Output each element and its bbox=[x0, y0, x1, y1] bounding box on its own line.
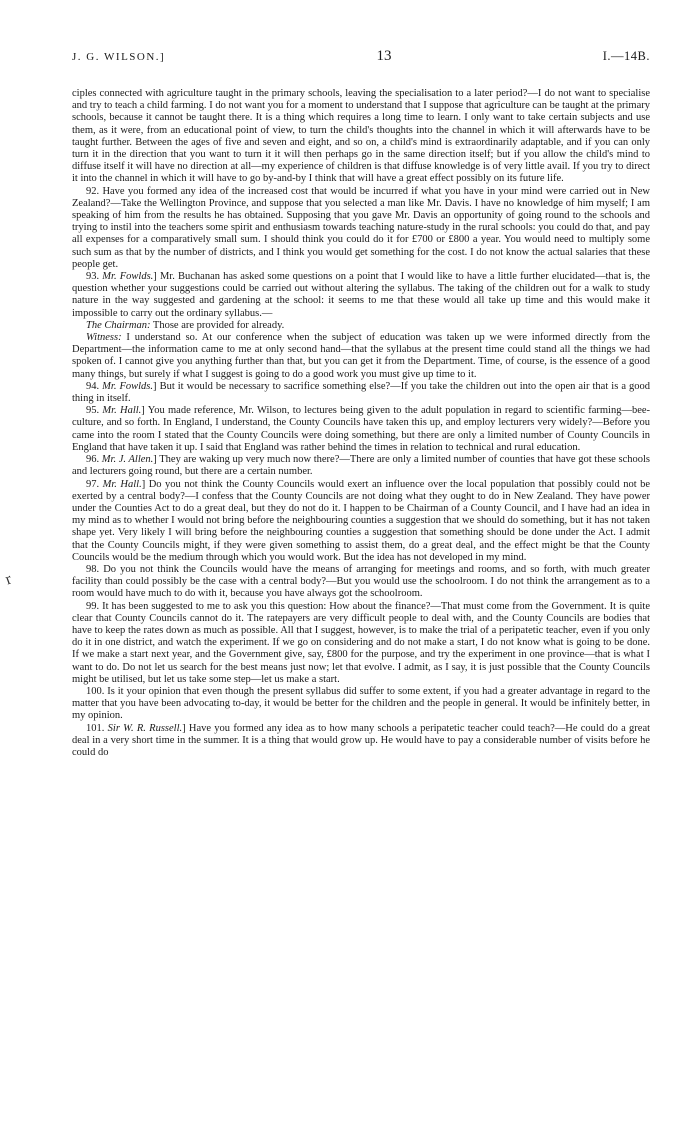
header-witness-name: J. G. WILSON.] bbox=[72, 51, 166, 63]
paragraph-chairman: The Chairman: Those are provided for already. bbox=[86, 319, 285, 331]
speaker-name: Mr. J. Allen. bbox=[101, 454, 154, 466]
question-number: 99. bbox=[86, 600, 100, 612]
page-number: 13 bbox=[376, 48, 392, 64]
question-number: 100. bbox=[86, 685, 105, 697]
document-page bbox=[72, 48, 650, 759]
speaker-name: Mr. Hall. bbox=[102, 478, 142, 490]
paragraph-q97: 97. Mr. Hall.] Do you not think the County Councils would exert an influence over the local population that possibly could not be exerted by a central body?—I confess that the County Councils are not doing what they ought to do in New Zealand. They have power under the Counties Act to do a great deal, but they do not do it. I happen to be Chairman of a County Council, and I have had an idea in my mind as to whether I would not bring before the neighbouring counties a suggestion that we should do something, but it has not taken shape yet. Very likely I will bring before the neighbouring counties a suggestion that something should be done under the Act. I admit that the County Councils might, if they were given something to assist them, do a great deal, and the effect might be that the County Councils would be the medium through which you would work. But the idea has not developed in my mind. bbox=[72, 478, 651, 563]
paragraph-q96: 96. Mr. J. Allen.] They are waking up very much now there?—There are only a limited number of counties that have got these schools and lecturers going round, but there are a certain number. bbox=[72, 454, 651, 478]
paragraph-q93: 93. Mr. Fowlds.] Mr. Buchanan has asked some questions on a point that I would like to have a little further elucidated—that is, the question whether your suggestions could be carried out without altering the syllabus. The taking of the children out for a walk to study nature in the way suggested and gardening at the school: it seems to me that these would all take up time and this would make it impossible to carry out the ordinary syllabus.— bbox=[72, 271, 651, 319]
speaker-name: Mr. Fowlds. bbox=[102, 271, 154, 283]
question-number: 93. bbox=[86, 271, 100, 283]
paragraph-q92: 92. Have you formed any idea of the increased cost that would be incurred if what you have in your mind were carried out in New Zealand?—Take the Wellington Province, and suppose that you selected a man like Mr. Davis. I have no knowledge of him myself; I am speaking of him from the results he has obtained. Supposing that you gave Mr. Davis an opportunity of going round to the schools and trying to instil into the teachers some spirit and enthusiasm towards teaching nature-study in the rural schools: you could do that, and pay all expenses for a comparatively small sum. I should think you could do it for £700 or £800 a year. You would need to multiply some such sum as that by the number of districts, and I think you would get something for the cost. I do not know the actual salaries that these people get. bbox=[72, 185, 651, 270]
page-header bbox=[72, 48, 650, 74]
paragraph-q94: 94. Mr. Fowlds.] But it would be necessary to sacrifice something else?—If you take the children out into the open air that is a good thing in itself. bbox=[72, 380, 651, 405]
margin-mark: r bbox=[3, 570, 14, 589]
speaker-name: Sir W. R. Russell. bbox=[107, 722, 183, 734]
paragraph-continuation: ciples connected with agriculture taught in the primary schools, leaving the specialisation to a later period?—I do not want to specialise and try to teach a child farming. I do not want you for a moment to understand that I suppose that agriculture can be taught at the primary schools, because it cannot be taught there. It is a thing which requires a long time to learn. I only want to take certain subjects and use them, as it were, from an educational point of view, to turn the child's thoughts into the channel in which it will afterwards have to be taught further. Between the ages of five and seven and eight, and so on, a child's mind is extraordinarily adaptable, and if you can only turn it in the direction that you want to turn it it will then perhaps go in the same direction itself; but if you allow the child's mind to diffuse itself it will have no direction at all—my experience of children is that diffuse knowledge is of very little avail. If you try to direct it into the channel in which it will have to go by-and-by I think that will have a great effect possibly on its future life. bbox=[72, 88, 650, 185]
question-number: 98. bbox=[86, 563, 100, 575]
body-text bbox=[72, 88, 650, 759]
speaker-name: Mr. Hall. bbox=[102, 405, 142, 417]
question-number: 92. bbox=[86, 185, 100, 197]
paragraph-q100: 100. Is it your opinion that even though the present syllabus did suffer to some extent, if you had a greater advantage in regard to the matter that you have been advocating to-day, it would be better for the children and the people in general. It would be infinitely better, in my opinion. bbox=[72, 685, 650, 722]
speaker-name: Witness: bbox=[86, 332, 122, 344]
paragraph-witness: Witness: I understand so. At our conference when the subject of education was taken up we were informed directly from the Department—the information came to me at only second hand—that the syllabus at the present time could stand all the things we had spoken of. I cannot give you anything further than that, but you can get it from the Department. Time, of course, is the essence of a good many things, but surely if what I suggest is going to do a good work you must give up time to it. bbox=[72, 332, 651, 380]
paragraph-q101: 101. Sir W. R. Russell.] Have you formed any idea as to how many schools a peripatetic teacher could teach?—He could do a great deal in a very short time in the summer. It is a thing that would grow up. He would have to pay a considerable number of visits before he could do bbox=[72, 722, 651, 758]
speaker-name: Mr. Fowlds. bbox=[102, 380, 154, 392]
question-number: 94. bbox=[86, 380, 100, 392]
paper-reference: I.—14B. bbox=[602, 49, 650, 63]
question-number: 101. bbox=[86, 722, 105, 734]
paragraph-q99: 99. It has been suggested to me to ask you this question: How about the finance?—That must come from the Government. It is quite clear that County Councils cannot do it. The ratepayers are very difficult people to deal with, and the County Councils are bodies that have to keep the rates down as much as possible. All that I suggest, however, is to make the trial of a peripatetic teacher, even if you only do it in one district, and watch the experiment. If we go on considering and do not make a start, I do not know what is going to be done. If we make a start next year, and the Government give, say, £800 for the purpose, and try the experiment in one province—that is what I want to do. Do not let us search for the best means just now; let that evolve. I admit, as I say, it is just possible that the County Councils might be utilised, but let us take some step—let us make a start. bbox=[72, 600, 650, 685]
paragraph-q95: 95. Mr. Hall.] You made reference, Mr. Wilson, to lectures being given to the adult population in regard to scientific farming—bee-culture, and so forth. In England, I understand, the County Councils have taken this up, and employ lecturers very widely?—Before you came into the room I stated that the County Councils were doing something, but there are only a limited number of County Councils in England that have taken it up. I said that England was rather behind the times in relation to technical and rural education. bbox=[72, 405, 651, 453]
paragraph-q98: 98. Do you not think the Councils would have the means of arranging for meetings and rooms, and so forth, with much greater facility than could possibly be the case with a central body?—But you would use the schoolroom. I do not think the arrangement as to a room would have much to do with it, because you have always got the schoolroom. bbox=[72, 563, 650, 600]
speaker-name: The Chairman: bbox=[86, 319, 151, 331]
question-number: 95. bbox=[86, 405, 100, 417]
question-number: 97. bbox=[86, 478, 100, 490]
question-number: 96. bbox=[86, 454, 100, 466]
